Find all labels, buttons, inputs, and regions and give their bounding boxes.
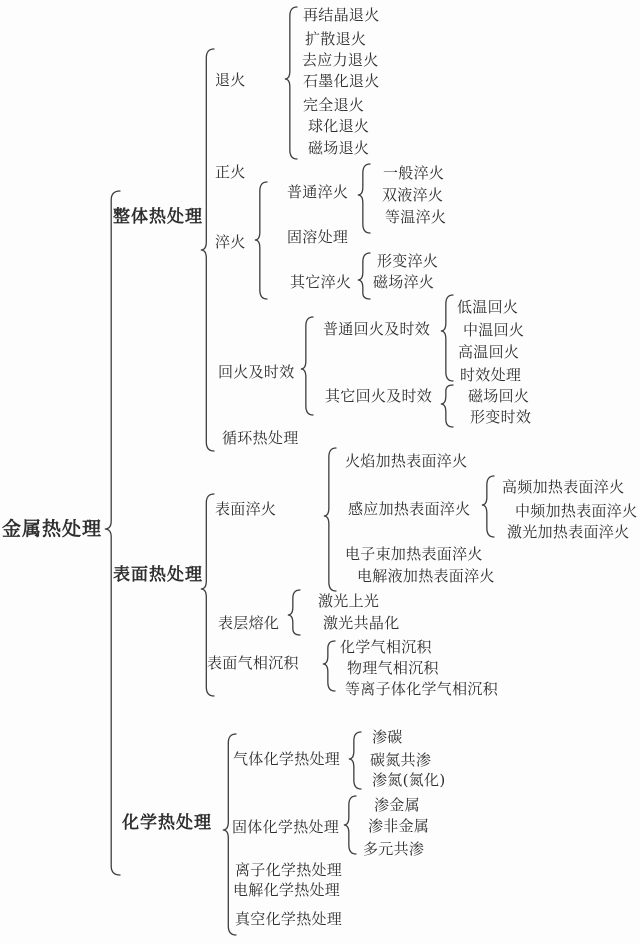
brace-qiti-huaxue [348, 731, 363, 790]
node-qita-huihuo: 其它回火及时效 [325, 387, 433, 405]
node-wuli-qixiang: 物理气相沉积 [347, 659, 439, 677]
brace-tuihuo [284, 6, 299, 160]
node-cichang-tuihuo: 磁场退火 [308, 139, 370, 157]
brace-putong-huihuo [440, 294, 455, 382]
brace-cuihuo [254, 181, 269, 300]
node-diwen-huihuo: 低温回火 [457, 298, 519, 316]
node-lizi-huaxue: 离子化学热处理 [235, 861, 343, 879]
brace-huaxue-rechuli [222, 733, 238, 936]
node-xingbian-cuihuo: 形变淬火 [377, 252, 439, 270]
node-shentan: 渗碳 [372, 728, 403, 746]
node-dianjieye-jiare: 电解液加热表面淬火 [357, 567, 495, 585]
node-qixiang-chenji: 表面气相沉积 [207, 654, 299, 672]
node-gurong-chuli: 固溶处理 [287, 228, 349, 246]
node-tuihuo: 退火 [215, 71, 246, 89]
node-qiuhua-tuihuo: 球化退火 [308, 117, 370, 135]
node-cichang-huihuo: 磁场回火 [468, 387, 530, 405]
node-guti-huaxue: 固体化学热处理 [232, 818, 340, 836]
brace-ganying-jiare [481, 475, 496, 538]
node-duoyuan-gongshen: 多元共渗 [363, 840, 425, 858]
node-zhengti-rechuli: 整体热处理 [113, 207, 203, 227]
node-cuihuo: 淬火 [215, 233, 246, 251]
node-jiguang-shangguang: 激光上光 [318, 592, 380, 610]
brace-biaoceng-ronghua [287, 589, 302, 636]
node-jinshu-rechuli: 金属热处理 [2, 518, 103, 540]
node-qiti-huaxue: 气体化学热处理 [233, 750, 341, 768]
node-huihuo-ji-shixiao: 回火及时效 [218, 363, 295, 381]
node-zhenghuo: 正火 [215, 163, 246, 181]
brace-qixiang-chenji [322, 640, 337, 692]
node-kuosan-tuihuo: 扩散退火 [305, 30, 367, 48]
node-zaijiejing-tuihuo: 再结晶退火 [303, 6, 380, 24]
brace-biaomian-cuihuo [323, 447, 338, 592]
node-biaomian-cuihuo: 表面淬火 [215, 500, 277, 518]
node-putong-huihuo: 普通回火及时效 [323, 320, 431, 338]
brace-zhengti-rechuli [200, 48, 216, 452]
node-xunhuan-rechuli: 循环热处理 [222, 429, 299, 447]
brace-qita-huihuo [440, 384, 455, 428]
node-shendan: 渗氮(氮化) [372, 771, 446, 789]
node-xingbian-shixiao: 形变时效 [470, 408, 532, 426]
node-huaxue-qixiang: 化学气相沉积 [340, 638, 432, 656]
node-biaoceng-ronghua: 表层熔化 [218, 614, 280, 632]
node-shen-feijinshu: 渗非金属 [368, 817, 430, 835]
node-shuangye-cuihuo: 双液淬火 [382, 186, 444, 204]
node-shimohua-tuihuo: 石墨化退火 [303, 72, 380, 90]
node-jiguang-jiare: 激光加热表面淬火 [507, 523, 630, 541]
node-zhongwen-huihuo: 中温回火 [463, 321, 525, 339]
brace-qita-cuihuo [357, 252, 372, 300]
node-wanquan-tuihuo: 完全退火 [303, 96, 365, 114]
brace-biaomian-rechuli [200, 493, 216, 697]
node-quyingli-tuihuo: 去应力退火 [302, 51, 379, 69]
node-huaxue-rechuli: 化学热处理 [122, 813, 212, 833]
node-dengwen-cuihuo: 等温淬火 [385, 208, 447, 226]
node-zhongpin-jiare: 中频加热表面淬火 [515, 502, 638, 520]
node-tandan-gongshen: 碳氮共渗 [370, 751, 432, 769]
node-biaomian-rechuli: 表面热处理 [113, 565, 203, 585]
node-jiguang-gongjinghua: 激光共晶化 [323, 614, 400, 632]
brace-guti-huaxue [343, 795, 358, 855]
brace-putong-cuihuo [357, 163, 372, 234]
node-gaopin-jiare: 高频加热表面淬火 [502, 478, 625, 496]
node-yiban-cuihuo: 一般淬火 [383, 164, 445, 182]
node-ganying-jiare: 感应加热表面淬火 [348, 500, 471, 518]
node-zhenkong-huaxue: 真空化学热处理 [235, 910, 343, 928]
node-dianzishu-jiare: 电子束加热表面淬火 [345, 545, 483, 563]
node-gaowen-huihuo: 高温回火 [458, 343, 520, 361]
node-denglizi-qixiang: 等离子体化学气相沉积 [345, 680, 499, 698]
brace-huihuo-ji-shixiao [300, 316, 315, 416]
node-huoyan-jiare: 火焰加热表面淬火 [345, 452, 468, 470]
brace-root [104, 190, 122, 876]
node-shixiao-chuli: 时效处理 [460, 366, 522, 384]
node-dianjie-huaxue: 电解化学热处理 [233, 881, 341, 899]
node-putong-cuihuo: 普通淬火 [287, 183, 349, 201]
node-qita-cuihuo: 其它淬火 [290, 273, 352, 291]
node-shen-jinshu: 渗金属 [374, 796, 420, 814]
node-cichang-cuihuo: 磁场淬火 [373, 273, 435, 291]
